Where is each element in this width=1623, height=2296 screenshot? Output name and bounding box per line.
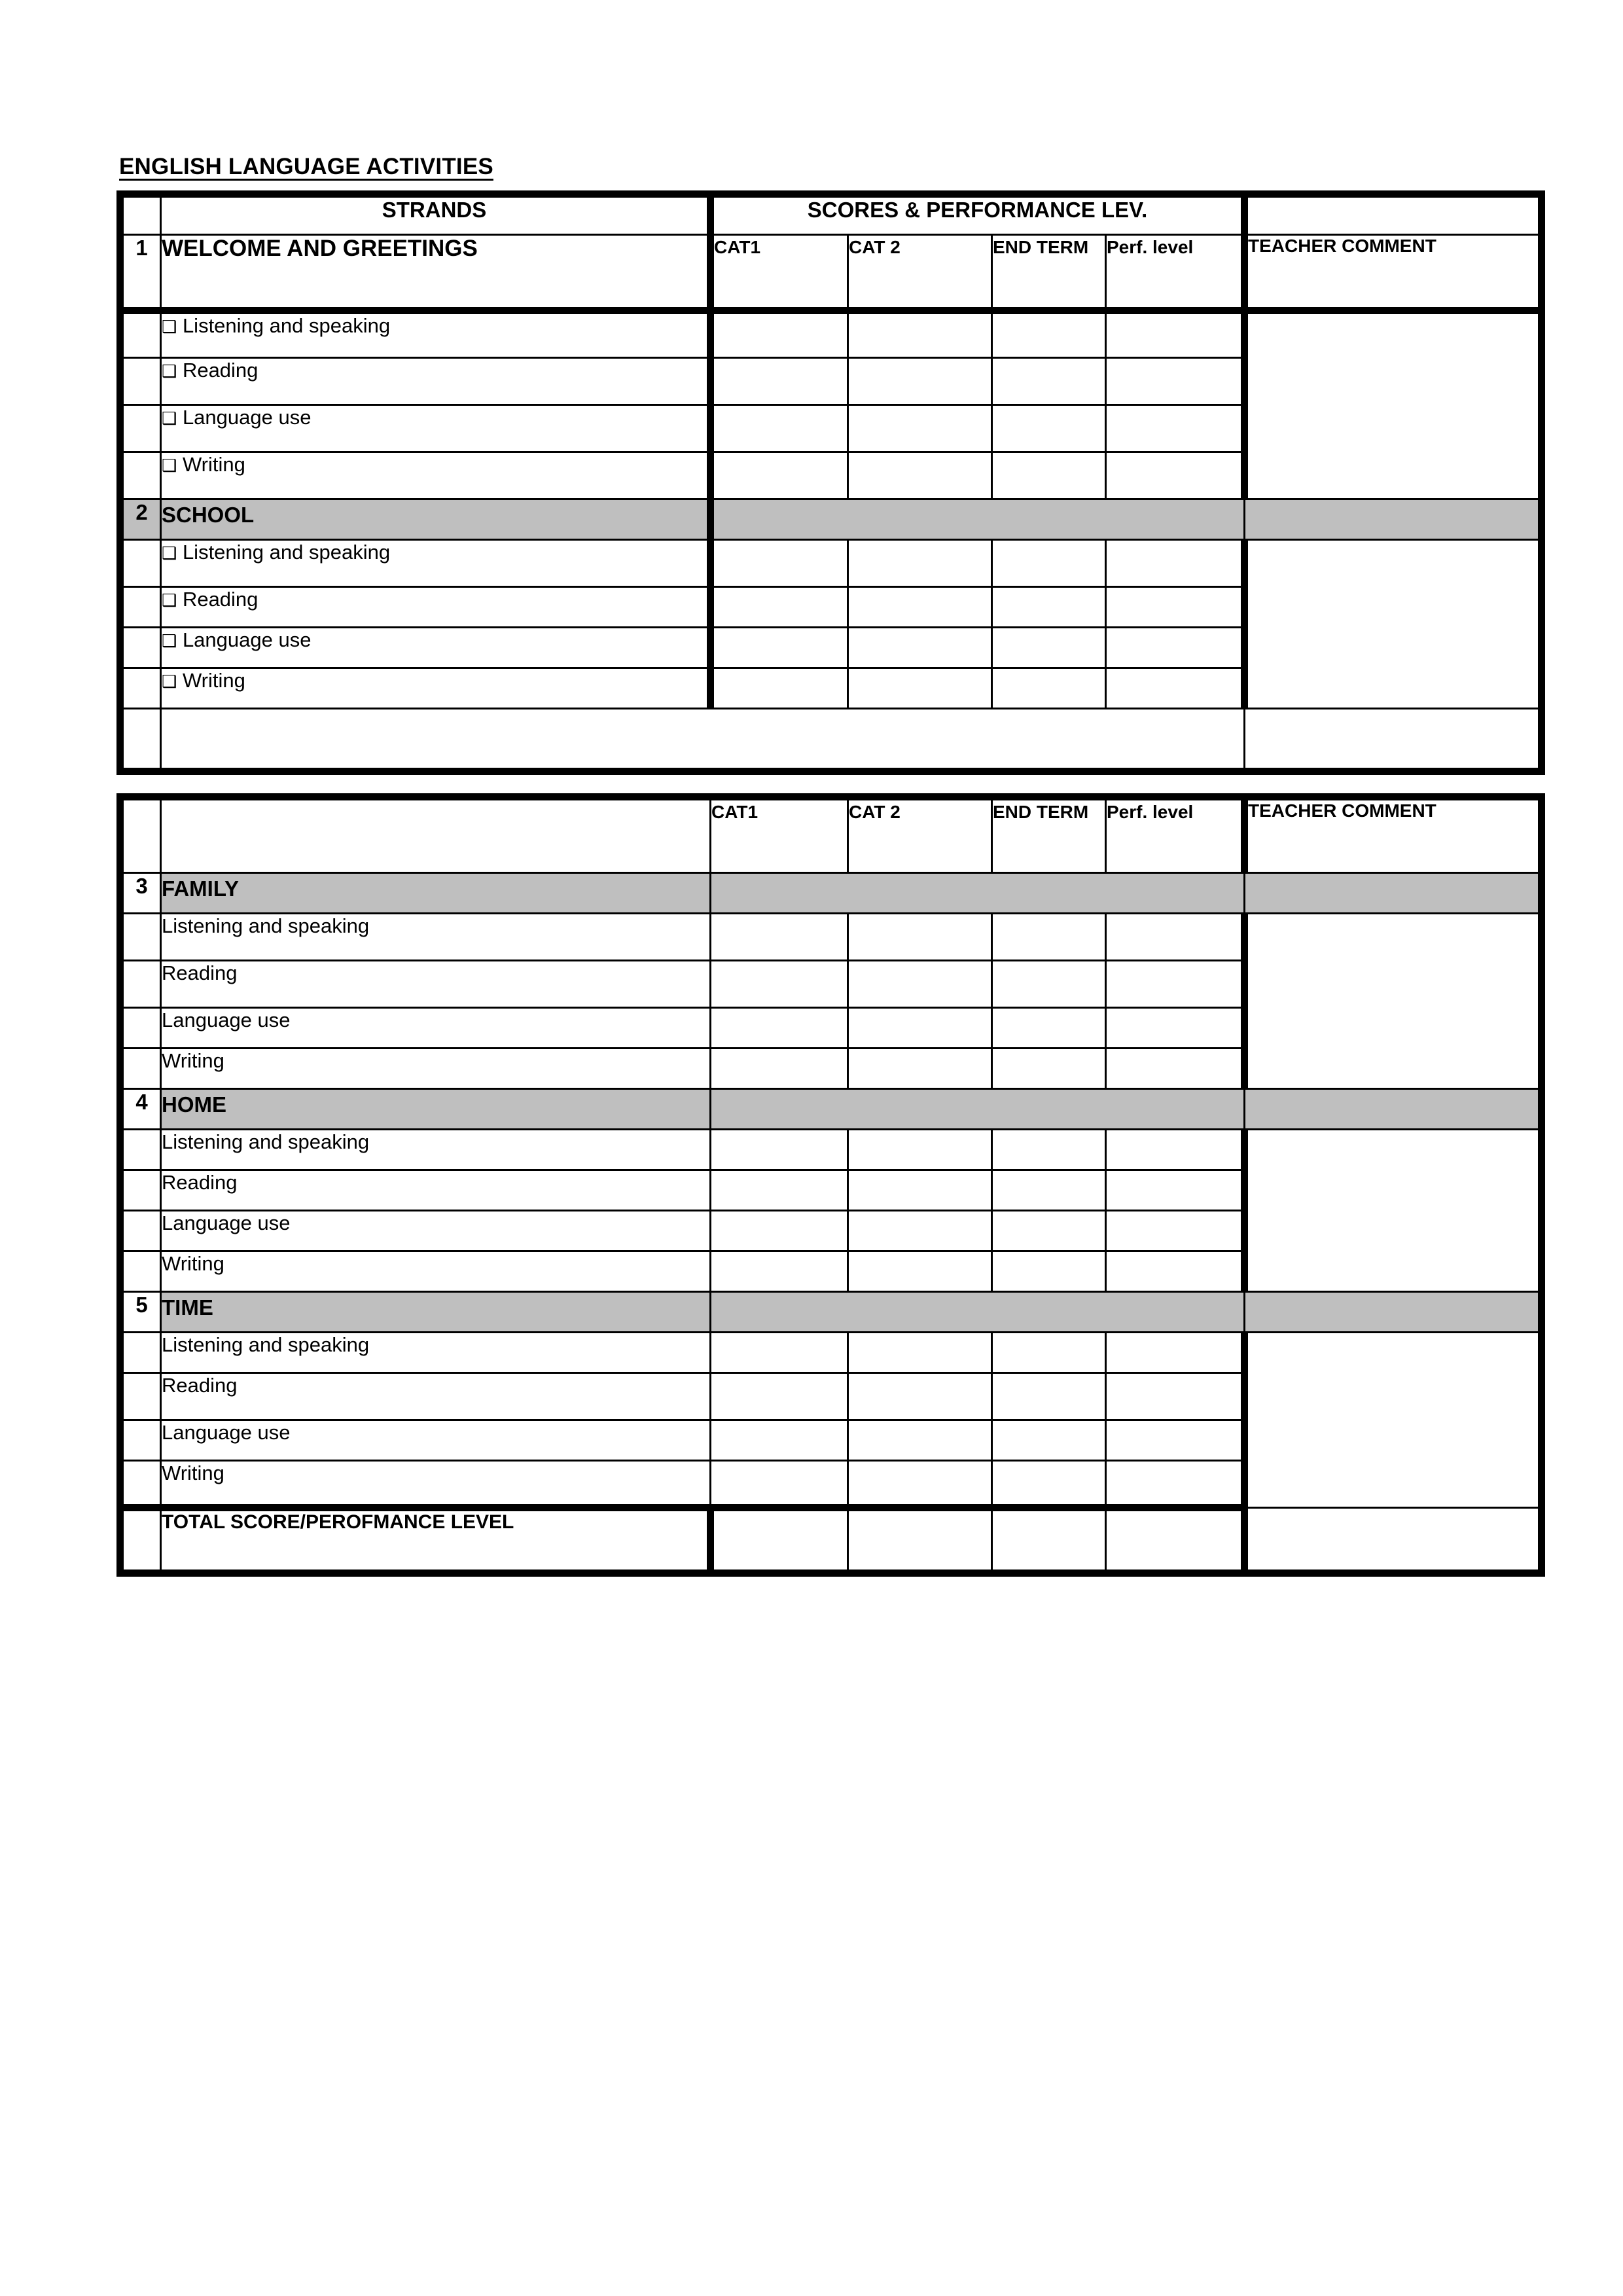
checkbox-icon: ❑ [162,456,177,476]
total-cell-perf-level[interactable] [1106,1507,1245,1573]
score-cell-end-term[interactable] [992,404,1106,452]
teacher-comment-cell[interactable] [1245,1332,1542,1507]
row-num-blank [120,539,161,586]
row-num-blank [120,1007,161,1048]
score-cell-cat1[interactable] [711,627,848,668]
score-cell-end-term[interactable] [992,1251,1106,1291]
score-cell-cat1[interactable] [711,539,848,586]
score-cell-cat2[interactable] [848,1007,992,1048]
strand-label: Language use [161,1007,711,1048]
score-cell-cat2[interactable] [848,1372,992,1420]
score-cell-perf-level[interactable] [1106,586,1245,627]
score-cell-cat2[interactable] [848,539,992,586]
strand-text: Listening and speaking [182,314,391,337]
strand-text: Listening and speaking [182,540,391,564]
score-cell-cat2[interactable] [848,1420,992,1460]
score-cell-end-term[interactable] [992,1332,1106,1372]
table-subheader-row [120,234,1542,310]
section-band-spacer [711,499,1245,539]
section-number-3: 3 [120,872,161,913]
table-row [120,913,1542,960]
row-num-blank [120,668,161,708]
score-cell-cat2[interactable] [848,913,992,960]
row-num-blank [120,1372,161,1420]
total-cell-teacher-comment[interactable] [1245,1507,1542,1573]
spacer-row [120,708,1542,771]
score-cell-cat2[interactable] [848,586,992,627]
section-name-5: TIME [161,1291,711,1332]
score-cell-end-term[interactable] [992,310,1106,357]
score-cell-cat1[interactable] [711,357,848,404]
score-cell-perf-level[interactable] [1106,1372,1245,1420]
strand-label [161,586,711,627]
score-cell-cat1[interactable] [711,1210,848,1251]
row-num-blank [120,1460,161,1507]
score-cell-perf-level[interactable] [1106,404,1245,452]
row-num-blank [120,1420,161,1460]
score-cell-end-term[interactable] [992,1460,1106,1507]
col-header-strand-blank [161,797,711,872]
teacher-comment-cell[interactable] [1245,913,1542,1088]
section-number-2: 2 [120,499,161,539]
score-cell-cat2[interactable] [848,1210,992,1251]
score-cell-end-term[interactable] [992,960,1106,1007]
score-cell-cat2[interactable] [848,668,992,708]
strand-label [161,404,711,452]
col-header-end-term: END TERM [992,797,1106,872]
header-comment-blank [1245,194,1542,234]
score-cell-cat1[interactable] [711,1332,848,1372]
score-cell-cat2[interactable] [848,1048,992,1088]
score-cell-cat1[interactable] [711,310,848,357]
row-num-blank [120,586,161,627]
score-cell-perf-level[interactable] [1106,913,1245,960]
strand-label: Listening and speaking [161,1129,711,1170]
score-cell-cat1[interactable] [711,1129,848,1170]
score-cell-cat2[interactable] [848,1251,992,1291]
score-cell-cat2[interactable] [848,452,992,499]
col-header-perf-level: Perf. level [1106,797,1245,872]
col-header-perf-level: Perf. level [1106,234,1245,310]
section-number-1: 1 [120,234,161,310]
strand-text: Reading [182,587,259,611]
strand-label: Reading [161,960,711,1007]
col-header-cat2: CAT 2 [848,234,992,310]
score-cell-perf-level[interactable] [1106,1251,1245,1291]
row-num-blank [120,1332,161,1372]
row-num-blank [120,627,161,668]
score-cell-end-term[interactable] [992,357,1106,404]
score-cell-perf-level[interactable] [1106,1170,1245,1210]
score-cell-end-term[interactable] [992,627,1106,668]
col-header-cat2: CAT 2 [848,797,992,872]
score-cell-end-term[interactable] [992,452,1106,499]
score-cell-end-term[interactable] [992,1007,1106,1048]
score-cell-cat2[interactable] [848,357,992,404]
strand-label: Reading [161,1372,711,1420]
total-cell-cat1[interactable] [711,1507,848,1573]
section-band-row [120,1291,1542,1332]
checkbox-icon: ❑ [162,672,177,692]
col-header-teacher-comment: TEACHER COMMENT [1245,234,1542,310]
section-band-comment-spacer [1245,1088,1542,1129]
score-cell-end-term[interactable] [992,1210,1106,1251]
section-number-4: 4 [120,1088,161,1129]
row-num-blank [120,452,161,499]
score-cell-cat2[interactable] [848,627,992,668]
row-num-blank [120,357,161,404]
score-cell-end-term[interactable] [992,586,1106,627]
page-title: ENGLISH LANGUAGE ACTIVITIES [119,154,493,179]
strand-label: Listening and speaking [161,913,711,960]
table-row [120,1332,1542,1372]
total-cell-end-term[interactable] [992,1507,1106,1573]
col-header-cat1: CAT1 [711,797,848,872]
score-cell-end-term[interactable] [992,1048,1106,1088]
section-name-1: WELCOME AND GREETINGS [161,234,711,310]
table-row [120,310,1542,357]
strand-text: Writing [182,452,245,476]
score-cell-perf-level[interactable] [1106,627,1245,668]
strand-label: Reading [161,1170,711,1210]
score-cell-perf-level[interactable] [1106,1048,1245,1088]
score-cell-end-term[interactable] [992,1129,1106,1170]
section-name-3: FAMILY [161,872,711,913]
score-cell-cat1[interactable] [711,452,848,499]
strand-label: Writing [161,1048,711,1088]
total-num-blank [120,1507,161,1573]
checkbox-icon: ❑ [162,543,177,564]
teacher-comment-cell[interactable] [1245,539,1542,708]
score-cell-cat2[interactable] [848,1460,992,1507]
row-num-blank [120,310,161,357]
score-cell-cat2[interactable] [848,1170,992,1210]
section-band-comment-spacer [1245,872,1542,913]
score-cell-perf-level[interactable] [1106,539,1245,586]
score-cell-perf-level[interactable] [1106,452,1245,499]
score-cell-cat2[interactable] [848,960,992,1007]
row-num-blank [120,1048,161,1088]
assessment-table-upper [116,190,1545,775]
score-cell-cat1[interactable] [711,1007,848,1048]
row-num-blank [120,1210,161,1251]
col-header-num-blank [120,797,161,872]
section-name-2: SCHOOL [161,499,711,539]
section-band-spacer [711,1291,1245,1332]
table-header-row-top [120,194,1542,234]
section-name-4: HOME [161,1088,711,1129]
score-cell-perf-level[interactable] [1106,1007,1245,1048]
strand-label: Listening and speaking [161,1332,711,1372]
section-band-row [120,872,1542,913]
total-row [120,1507,1542,1573]
strand-text: Language use [182,628,312,651]
score-cell-perf-level[interactable] [1106,668,1245,708]
strand-label [161,357,711,404]
score-cell-cat1[interactable] [711,1420,848,1460]
score-cell-perf-level[interactable] [1106,310,1245,357]
teacher-comment-cell[interactable] [1245,310,1542,499]
score-cell-end-term[interactable] [992,1420,1106,1460]
score-cell-cat2[interactable] [848,1332,992,1372]
section-band-row [120,1088,1542,1129]
assessment-table-lower [116,793,1545,1577]
score-cell-cat2[interactable] [848,310,992,357]
teacher-comment-cell[interactable] [1245,1129,1542,1291]
strand-label: Language use [161,1210,711,1251]
row-num-blank [120,1170,161,1210]
score-cell-perf-level[interactable] [1106,1332,1245,1372]
strand-label [161,310,711,357]
score-cell-cat1[interactable] [711,586,848,627]
total-cell-cat2[interactable] [848,1507,992,1573]
header-strands-label: STRANDS [161,194,711,234]
row-num-blank [120,913,161,960]
section-band-comment-spacer [1245,1291,1542,1332]
header-scores-label: SCORES & PERFORMANCE LEV. [711,194,1245,234]
strand-label [161,539,711,586]
col-header-cat1: CAT1 [711,234,848,310]
score-cell-perf-level[interactable] [1106,357,1245,404]
strand-label: Writing [161,1460,711,1507]
score-cell-perf-level[interactable] [1106,1210,1245,1251]
row-num-blank [120,1251,161,1291]
spacer-cell [1245,708,1542,771]
score-cell-cat1[interactable] [711,960,848,1007]
score-cell-cat1[interactable] [711,1170,848,1210]
strand-text: Reading [182,358,259,382]
strand-text: Writing [182,668,245,692]
section-band-spacer [711,1088,1245,1129]
score-cell-perf-level[interactable] [1106,1420,1245,1460]
score-cell-cat1[interactable] [711,668,848,708]
checkbox-icon: ❑ [162,631,177,651]
score-cell-cat1[interactable] [711,1048,848,1088]
score-cell-cat2[interactable] [848,1129,992,1170]
col-header-teacher-comment: TEACHER COMMENT [1245,797,1542,872]
table-subheader-row [120,797,1542,872]
spacer-cell [161,708,1245,771]
section-band-spacer [711,872,1245,913]
score-cell-end-term[interactable] [992,913,1106,960]
checkbox-icon: ❑ [162,317,177,337]
strand-label: Writing [161,1251,711,1291]
strand-label [161,627,711,668]
strand-label: Language use [161,1420,711,1460]
score-cell-cat1[interactable] [711,1251,848,1291]
strand-text: Language use [182,405,312,429]
spacer-cell [120,708,161,771]
section-band-row [120,499,1542,539]
strand-label [161,668,711,708]
section-number-5: 5 [120,1291,161,1332]
row-num-blank [120,960,161,1007]
checkbox-icon: ❑ [162,361,177,382]
header-num-blank [120,194,161,234]
row-num-blank [120,404,161,452]
row-num-blank [120,1129,161,1170]
section-band-comment-spacer [1245,499,1542,539]
score-cell-end-term[interactable] [992,539,1106,586]
score-cell-end-term[interactable] [992,1170,1106,1210]
checkbox-icon: ❑ [162,408,177,429]
checkbox-icon: ❑ [162,590,177,611]
score-cell-cat1[interactable] [711,913,848,960]
score-cell-cat1[interactable] [711,404,848,452]
score-cell-perf-level[interactable] [1106,1460,1245,1507]
score-cell-cat1[interactable] [711,1372,848,1420]
table-row [120,539,1542,586]
score-cell-cat2[interactable] [848,404,992,452]
total-label: TOTAL SCORE/PEROFMANCE LEVEL [161,1507,711,1573]
strand-label [161,452,711,499]
col-header-end-term: END TERM [992,234,1106,310]
score-cell-end-term[interactable] [992,1372,1106,1420]
table-row [120,1129,1542,1170]
score-cell-end-term[interactable] [992,668,1106,708]
score-cell-perf-level[interactable] [1106,960,1245,1007]
score-cell-cat1[interactable] [711,1460,848,1507]
score-cell-perf-level[interactable] [1106,1129,1245,1170]
table-separator [116,775,1623,793]
